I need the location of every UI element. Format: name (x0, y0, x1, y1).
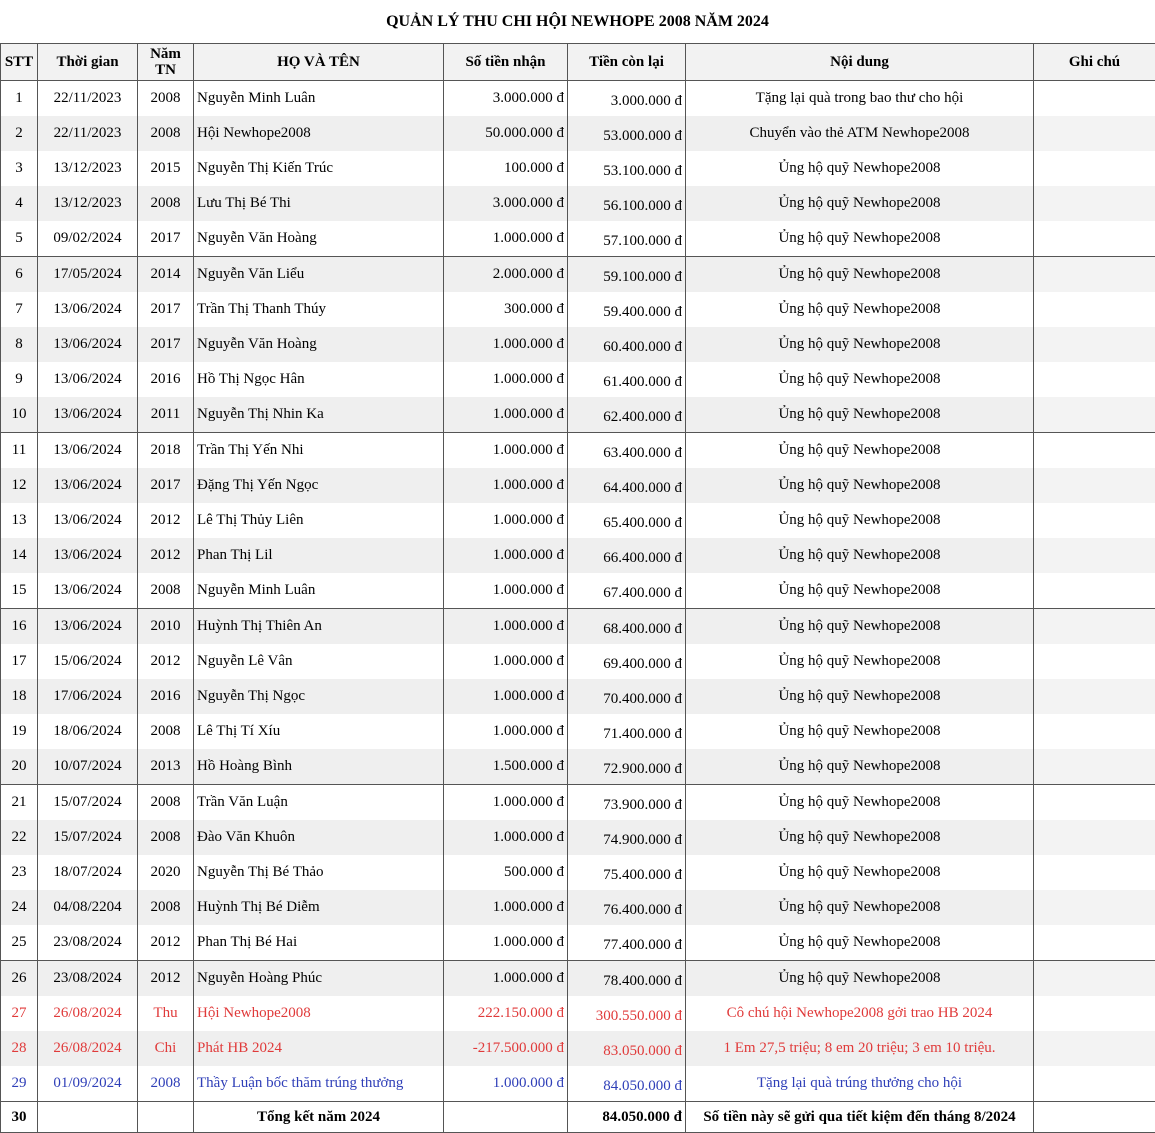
table-row (1, 327, 1155, 362)
cell-note[interactable] (1034, 186, 1155, 221)
cell-content[interactable]: Ủng hộ quỹ Newhope2008 (686, 503, 1034, 538)
cell-year[interactable]: 2008 (138, 186, 194, 221)
cell-name[interactable]: Đặng Thị Yến Ngọc (194, 468, 444, 503)
cell-name[interactable]: Nguyễn Thị Bé Thảo (194, 855, 444, 890)
cell-time[interactable]: 04/08/2204 (38, 890, 138, 925)
table-row (1, 362, 1155, 397)
cell-year[interactable]: 2012 (138, 961, 194, 997)
cell-received[interactable]: 222.150.000 đ (444, 996, 568, 1031)
cell-name[interactable]: Nguyễn Hoàng Phúc (194, 961, 444, 997)
cell-time[interactable]: 13/06/2024 (38, 327, 138, 362)
header-year-line2: TN (155, 62, 176, 78)
cell-content[interactable]: 1 Em 27,5 triệu; 8 em 20 triệu; 3 em 10 triệu. (686, 1031, 1034, 1066)
table-row (1, 609, 1155, 645)
cell-received[interactable]: 1.000.000 đ (444, 785, 568, 821)
cell-balance[interactable]: 59.100.000 đ (568, 257, 686, 293)
cell-stt[interactable]: 22 (1, 820, 38, 855)
cell-stt[interactable]: 4 (1, 186, 38, 221)
cell-year[interactable]: 2014 (138, 257, 194, 293)
cell-balance[interactable]: 53.000.000 đ (568, 116, 686, 151)
cell-name[interactable]: Hồ Thị Ngọc Hân (194, 362, 444, 397)
cell-balance[interactable]: 53.100.000 đ (568, 151, 686, 186)
cell-time[interactable]: 13/06/2024 (38, 292, 138, 327)
cell-balance[interactable]: 66.400.000 đ (568, 538, 686, 573)
cell-content[interactable]: Ủng hộ quỹ Newhope2008 (686, 890, 1034, 925)
header-received[interactable]: Số tiền nhận (444, 44, 568, 81)
cell-stt[interactable]: 5 (1, 221, 38, 257)
cell-received[interactable]: 1.000.000 đ (444, 1066, 568, 1102)
table-row (1, 433, 1155, 469)
cell-received[interactable]: 1.000.000 đ (444, 221, 568, 257)
cell-name[interactable]: Thầy Luận bốc thăm trúng thưởng (194, 1066, 444, 1102)
cell-time[interactable]: 22/11/2023 (38, 81, 138, 117)
cell-name[interactable]: Nguyễn Minh Luân (194, 81, 444, 117)
cell-stt[interactable]: 24 (1, 890, 38, 925)
cell-received[interactable]: 500.000 đ (444, 855, 568, 890)
cell-content[interactable]: Ủng hộ quỹ Newhope2008 (686, 785, 1034, 821)
cell-content[interactable]: Ủng hộ quỹ Newhope2008 (686, 257, 1034, 293)
cell-stt[interactable]: 27 (1, 996, 38, 1031)
cell-note[interactable] (1034, 961, 1155, 997)
table-row (1, 820, 1155, 855)
cell-year[interactable]: 2017 (138, 221, 194, 257)
cell-time[interactable]: 22/11/2023 (38, 116, 138, 151)
cell-note[interactable] (1034, 925, 1155, 961)
cell-stt[interactable]: 25 (1, 925, 38, 961)
cell-stt[interactable]: 1 (1, 81, 38, 117)
header-balance[interactable]: Tiền còn lại (568, 44, 686, 81)
cell-stt[interactable]: 8 (1, 327, 38, 362)
table-row (1, 749, 1155, 785)
cell-received[interactable]: 300.000 đ (444, 292, 568, 327)
cell-note[interactable] (1034, 503, 1155, 538)
cell-time[interactable]: 18/07/2024 (38, 855, 138, 890)
cell-name[interactable]: Trần Thị Thanh Thúy (194, 292, 444, 327)
cell-year[interactable]: 2017 (138, 468, 194, 503)
cell-year[interactable]: 2008 (138, 81, 194, 117)
cell-name[interactable]: Lưu Thị Bé Thi (194, 186, 444, 221)
cell-balance[interactable]: 61.400.000 đ (568, 362, 686, 397)
cell-year[interactable]: 2008 (138, 573, 194, 609)
header-content[interactable]: Nội dung (686, 44, 1034, 81)
cell-balance[interactable]: 69.400.000 đ (568, 644, 686, 679)
cell-note[interactable] (1034, 397, 1155, 433)
cell-content[interactable]: Ủng hộ quỹ Newhope2008 (686, 397, 1034, 433)
cell-note[interactable] (1034, 151, 1155, 186)
cell-stt[interactable]: 15 (1, 573, 38, 609)
cell-content[interactable]: Ủng hộ quỹ Newhope2008 (686, 573, 1034, 609)
cell-note[interactable] (1034, 468, 1155, 503)
cell-note[interactable] (1034, 327, 1155, 362)
cell-received[interactable]: 1.000.000 đ (444, 714, 568, 749)
cell-year[interactable]: 2017 (138, 292, 194, 327)
cell-note[interactable] (1034, 1066, 1155, 1102)
cell-received[interactable]: 1.000.000 đ (444, 925, 568, 961)
cell-note[interactable] (1034, 749, 1155, 785)
cell-time[interactable]: 10/07/2024 (38, 749, 138, 785)
cell-year[interactable]: 2008 (138, 820, 194, 855)
cell-year[interactable]: 2016 (138, 362, 194, 397)
table-row (1, 538, 1155, 573)
cell-note[interactable] (1034, 890, 1155, 925)
cell-note[interactable] (1034, 362, 1155, 397)
cell-time[interactable]: 23/08/2024 (38, 961, 138, 997)
cell-time[interactable]: 13/06/2024 (38, 609, 138, 645)
cell-time[interactable]: 26/08/2024 (38, 996, 138, 1031)
header-name[interactable]: HỌ VÀ TÊN (194, 44, 444, 81)
table-row (1, 468, 1155, 503)
cell-name[interactable]: Huỳnh Thị Thiên An (194, 609, 444, 645)
cell-content[interactable]: Ủng hộ quỹ Newhope2008 (686, 855, 1034, 890)
cell-note[interactable] (1034, 679, 1155, 714)
cell-time[interactable]: 13/12/2023 (38, 151, 138, 186)
table-row (1, 644, 1155, 679)
cell-year[interactable]: 2016 (138, 679, 194, 714)
cell-balance[interactable]: 83.050.000 đ (568, 1031, 686, 1066)
cell-balance[interactable]: 65.400.000 đ (568, 503, 686, 538)
cell-balance[interactable]: 76.400.000 đ (568, 890, 686, 925)
cell-year[interactable]: 2012 (138, 503, 194, 538)
total-time-cell[interactable] (38, 1102, 138, 1133)
cell-stt[interactable]: 19 (1, 714, 38, 749)
table-row (1, 292, 1155, 327)
cell-note[interactable] (1034, 292, 1155, 327)
cell-received[interactable]: 1.000.000 đ (444, 468, 568, 503)
cell-content[interactable]: Ủng hộ quỹ Newhope2008 (686, 538, 1034, 573)
cell-note[interactable] (1034, 81, 1155, 117)
cell-time[interactable]: 17/05/2024 (38, 257, 138, 293)
cell-balance[interactable]: 67.400.000 đ (568, 573, 686, 609)
cell-stt[interactable]: 17 (1, 644, 38, 679)
cell-year[interactable]: 2008 (138, 1066, 194, 1102)
cell-stt[interactable]: 18 (1, 679, 38, 714)
cell-note[interactable] (1034, 714, 1155, 749)
cell-balance[interactable]: 3.000.000 đ (568, 81, 686, 117)
cell-received[interactable]: 1.000.000 đ (444, 538, 568, 573)
cell-balance[interactable]: 84.050.000 đ (568, 1066, 686, 1102)
cell-received[interactable]: 1.000.000 đ (444, 890, 568, 925)
cell-received[interactable]: 1.000.000 đ (444, 609, 568, 645)
cell-content[interactable]: Ủng hộ quỹ Newhope2008 (686, 221, 1034, 257)
cell-time[interactable]: 13/06/2024 (38, 468, 138, 503)
cell-note[interactable] (1034, 257, 1155, 293)
cell-content[interactable]: Ủng hộ quỹ Newhope2008 (686, 644, 1034, 679)
table-row (1, 679, 1155, 714)
table-row (1, 151, 1155, 186)
table-row (1, 714, 1155, 749)
cell-year[interactable]: 2008 (138, 785, 194, 821)
cell-time[interactable]: 13/06/2024 (38, 503, 138, 538)
table-row (1, 503, 1155, 538)
cell-year[interactable]: 2012 (138, 538, 194, 573)
cell-stt[interactable]: 12 (1, 468, 38, 503)
table-row (1, 785, 1155, 821)
header-time[interactable]: Thời gian (38, 44, 138, 81)
table-row (1, 925, 1155, 961)
header-year[interactable] (138, 44, 194, 81)
cell-year[interactable]: 2013 (138, 749, 194, 785)
cell-received[interactable]: 1.000.000 đ (444, 362, 568, 397)
cell-content[interactable]: Ủng hộ quỹ Newhope2008 (686, 468, 1034, 503)
cell-received[interactable]: 2.000.000 đ (444, 257, 568, 293)
cell-received[interactable]: 50.000.000 đ (444, 116, 568, 151)
cell-content[interactable]: Ủng hộ quỹ Newhope2008 (686, 749, 1034, 785)
total-stt[interactable]: 30 (1, 1102, 38, 1133)
cell-stt[interactable]: 10 (1, 397, 38, 433)
cell-time[interactable]: 13/06/2024 (38, 362, 138, 397)
cell-received[interactable]: 100.000 đ (444, 151, 568, 186)
cell-stt[interactable]: 20 (1, 749, 38, 785)
cell-time[interactable]: 13/06/2024 (38, 538, 138, 573)
cell-name[interactable]: Đào Văn Khuôn (194, 820, 444, 855)
cell-content[interactable]: Ủng hộ quỹ Newhope2008 (686, 362, 1034, 397)
table-row (1, 890, 1155, 925)
cell-balance[interactable]: 56.100.000 đ (568, 186, 686, 221)
cell-received[interactable]: 1.000.000 đ (444, 820, 568, 855)
cell-year[interactable]: Thu (138, 996, 194, 1031)
cell-balance[interactable]: 75.400.000 đ (568, 855, 686, 890)
cell-balance[interactable]: 73.900.000 đ (568, 785, 686, 821)
cell-content[interactable]: Ủng hộ quỹ Newhope2008 (686, 292, 1034, 327)
cell-name[interactable]: Nguyễn Minh Luân (194, 573, 444, 609)
total-row (1, 1102, 1155, 1133)
total-balance[interactable]: 84.050.000 đ (568, 1102, 686, 1133)
cell-name[interactable]: Phan Thị Bé Hai (194, 925, 444, 961)
cell-content[interactable]: Ủng hộ quỹ Newhope2008 (686, 714, 1034, 749)
cell-year[interactable]: 2010 (138, 609, 194, 645)
cell-name[interactable]: Trần Văn Luận (194, 785, 444, 821)
cell-content[interactable]: Ủng hộ quỹ Newhope2008 (686, 925, 1034, 961)
cell-name[interactable]: Nguyễn Lê Vân (194, 644, 444, 679)
cell-name[interactable]: Phan Thị Lil (194, 538, 444, 573)
cell-stt[interactable]: 9 (1, 362, 38, 397)
cell-balance[interactable]: 68.400.000 đ (568, 609, 686, 645)
cell-note[interactable] (1034, 433, 1155, 469)
cell-name[interactable]: Hội Newhope2008 (194, 116, 444, 151)
cell-received[interactable]: 3.000.000 đ (444, 186, 568, 221)
cell-time[interactable]: 09/02/2024 (38, 221, 138, 257)
cell-content[interactable]: Tặng lại quà trong bao thư cho hội (686, 81, 1034, 117)
cell-stt[interactable]: 14 (1, 538, 38, 573)
cell-balance[interactable]: 74.900.000 đ (568, 820, 686, 855)
cell-year[interactable]: 2012 (138, 925, 194, 961)
table-row (1, 855, 1155, 890)
cell-balance[interactable]: 71.400.000 đ (568, 714, 686, 749)
cell-time[interactable]: 15/06/2024 (38, 644, 138, 679)
cell-time[interactable]: 13/06/2024 (38, 397, 138, 433)
finance-table (0, 43, 1155, 1133)
cell-stt[interactable]: 6 (1, 257, 38, 293)
cell-received[interactable]: 1.000.000 đ (444, 397, 568, 433)
cell-stt[interactable]: 7 (1, 292, 38, 327)
cell-note[interactable] (1034, 116, 1155, 151)
total-year-cell[interactable] (138, 1102, 194, 1133)
table-row (1, 961, 1155, 997)
cell-content[interactable]: Ủng hộ quỹ Newhope2008 (686, 679, 1034, 714)
cell-stt[interactable]: 13 (1, 503, 38, 538)
cell-note[interactable] (1034, 644, 1155, 679)
cell-time[interactable]: 13/06/2024 (38, 433, 138, 469)
cell-received[interactable]: 1.000.000 đ (444, 961, 568, 997)
cell-stt[interactable]: 28 (1, 1031, 38, 1066)
cell-stt[interactable]: 2 (1, 116, 38, 151)
total-received-cell[interactable] (444, 1102, 568, 1133)
cell-balance[interactable]: 57.100.000 đ (568, 221, 686, 257)
cell-content[interactable]: Ủng hộ quỹ Newhope2008 (686, 961, 1034, 997)
cell-time[interactable]: 15/07/2024 (38, 785, 138, 821)
cell-received[interactable]: 1.000.000 đ (444, 644, 568, 679)
sheet-title: QUẢN LÝ THU CHI HỘI NEWHOPE 2008 NĂM 2024 (0, 0, 1155, 43)
cell-note[interactable] (1034, 609, 1155, 645)
cell-content[interactable]: Ủng hộ quỹ Newhope2008 (686, 186, 1034, 221)
cell-time[interactable]: 17/06/2024 (38, 679, 138, 714)
cell-balance[interactable]: 63.400.000 đ (568, 433, 686, 469)
cell-name[interactable]: Nguyễn Văn Liểu (194, 257, 444, 293)
cell-year[interactable]: 2008 (138, 890, 194, 925)
cell-balance[interactable]: 72.900.000 đ (568, 749, 686, 785)
cell-name[interactable]: Phát HB 2024 (194, 1031, 444, 1066)
cell-year[interactable]: 2011 (138, 397, 194, 433)
cell-year[interactable]: 2017 (138, 327, 194, 362)
cell-balance[interactable]: 64.400.000 đ (568, 468, 686, 503)
cell-balance[interactable]: 60.400.000 đ (568, 327, 686, 362)
cell-note[interactable] (1034, 221, 1155, 257)
cell-stt[interactable]: 29 (1, 1066, 38, 1102)
cell-balance[interactable]: 77.400.000 đ (568, 925, 686, 961)
cell-stt[interactable]: 26 (1, 961, 38, 997)
table-row (1, 257, 1155, 293)
cell-year[interactable]: 2020 (138, 855, 194, 890)
cell-received[interactable]: 1.000.000 đ (444, 679, 568, 714)
cell-note[interactable] (1034, 573, 1155, 609)
cell-time[interactable]: 13/06/2024 (38, 573, 138, 609)
cell-received[interactable]: 1.000.000 đ (444, 433, 568, 469)
total-content[interactable]: Số tiền này sẽ gửi qua tiết kiệm đến tháng 8/2024 (686, 1102, 1034, 1133)
cell-year[interactable]: 2008 (138, 116, 194, 151)
cell-content[interactable]: Ủng hộ quỹ Newhope2008 (686, 433, 1034, 469)
cell-balance[interactable]: 300.550.000 đ (568, 996, 686, 1031)
table-row (1, 1031, 1155, 1066)
cell-content[interactable]: Chuyển vào thẻ ATM Newhope2008 (686, 116, 1034, 151)
cell-content[interactable]: Ủng hộ quỹ Newhope2008 (686, 151, 1034, 186)
cell-note[interactable] (1034, 855, 1155, 890)
cell-received[interactable]: 1.000.000 đ (444, 503, 568, 538)
header-year-line1: Năm (150, 46, 181, 62)
cell-note[interactable] (1034, 820, 1155, 855)
cell-time[interactable]: 15/07/2024 (38, 820, 138, 855)
total-label[interactable]: Tổng kết năm 2024 (194, 1102, 444, 1133)
cell-name[interactable]: Hồ Hoàng Bình (194, 749, 444, 785)
table-row (1, 397, 1155, 433)
cell-name[interactable]: Huỳnh Thị Bé Diễm (194, 890, 444, 925)
cell-content[interactable]: Tặng lại quà trúng thưởng cho hội (686, 1066, 1034, 1102)
header-note[interactable]: Ghi chú (1034, 44, 1155, 81)
cell-time[interactable]: 26/08/2024 (38, 1031, 138, 1066)
cell-name[interactable]: Nguyễn Văn Hoàng (194, 221, 444, 257)
cell-note[interactable] (1034, 1031, 1155, 1066)
cell-name[interactable]: Lê Thị Thủy Liên (194, 503, 444, 538)
cell-received[interactable]: 1.000.000 đ (444, 573, 568, 609)
cell-received[interactable]: 1.500.000 đ (444, 749, 568, 785)
table-row (1, 1066, 1155, 1102)
cell-name[interactable]: Trần Thị Yến Nhi (194, 433, 444, 469)
cell-content[interactable]: Ủng hộ quỹ Newhope2008 (686, 609, 1034, 645)
cell-balance[interactable]: 70.400.000 đ (568, 679, 686, 714)
table-row (1, 573, 1155, 609)
cell-note[interactable] (1034, 785, 1155, 821)
cell-time[interactable]: 13/12/2023 (38, 186, 138, 221)
cell-year[interactable]: Chi (138, 1031, 194, 1066)
total-note-cell[interactable] (1034, 1102, 1155, 1133)
cell-year[interactable]: 2015 (138, 151, 194, 186)
cell-balance[interactable]: 78.400.000 đ (568, 961, 686, 997)
cell-content[interactable]: Cô chú hội Newhope2008 gởi trao HB 2024 (686, 996, 1034, 1031)
cell-name[interactable]: Hội Newhope2008 (194, 996, 444, 1031)
cell-received[interactable]: 1.000.000 đ (444, 327, 568, 362)
header-stt[interactable]: STT (1, 44, 38, 81)
cell-year[interactable]: 2012 (138, 644, 194, 679)
cell-balance[interactable]: 62.400.000 đ (568, 397, 686, 433)
cell-name[interactable]: Nguyễn Thị Kiến Trúc (194, 151, 444, 186)
cell-name[interactable]: Lê Thị Tí Xíu (194, 714, 444, 749)
cell-time[interactable]: 18/06/2024 (38, 714, 138, 749)
table-row (1, 996, 1155, 1031)
cell-note[interactable] (1034, 996, 1155, 1031)
cell-year[interactable]: 2008 (138, 714, 194, 749)
table-body (1, 81, 1155, 1102)
cell-stt[interactable]: 23 (1, 855, 38, 890)
cell-received[interactable]: 3.000.000 đ (444, 81, 568, 117)
table-row (1, 116, 1155, 151)
cell-name[interactable]: Nguyễn Văn Hoàng (194, 327, 444, 362)
cell-received[interactable]: -217.500.000 đ (444, 1031, 568, 1066)
cell-balance[interactable]: 59.400.000 đ (568, 292, 686, 327)
cell-time[interactable]: 01/09/2024 (38, 1066, 138, 1102)
cell-stt[interactable]: 11 (1, 433, 38, 469)
table-row (1, 186, 1155, 221)
header-row (1, 44, 1155, 81)
cell-name[interactable]: Nguyễn Thị Ngọc (194, 679, 444, 714)
cell-stt[interactable]: 3 (1, 151, 38, 186)
cell-year[interactable]: 2018 (138, 433, 194, 469)
cell-name[interactable]: Nguyễn Thị Nhin Ka (194, 397, 444, 433)
table-row (1, 221, 1155, 257)
cell-stt[interactable]: 21 (1, 785, 38, 821)
table-row (1, 81, 1155, 117)
cell-content[interactable]: Ủng hộ quỹ Newhope2008 (686, 327, 1034, 362)
cell-time[interactable]: 23/08/2024 (38, 925, 138, 961)
cell-note[interactable] (1034, 538, 1155, 573)
cell-content[interactable]: Ủng hộ quỹ Newhope2008 (686, 820, 1034, 855)
cell-stt[interactable]: 16 (1, 609, 38, 645)
